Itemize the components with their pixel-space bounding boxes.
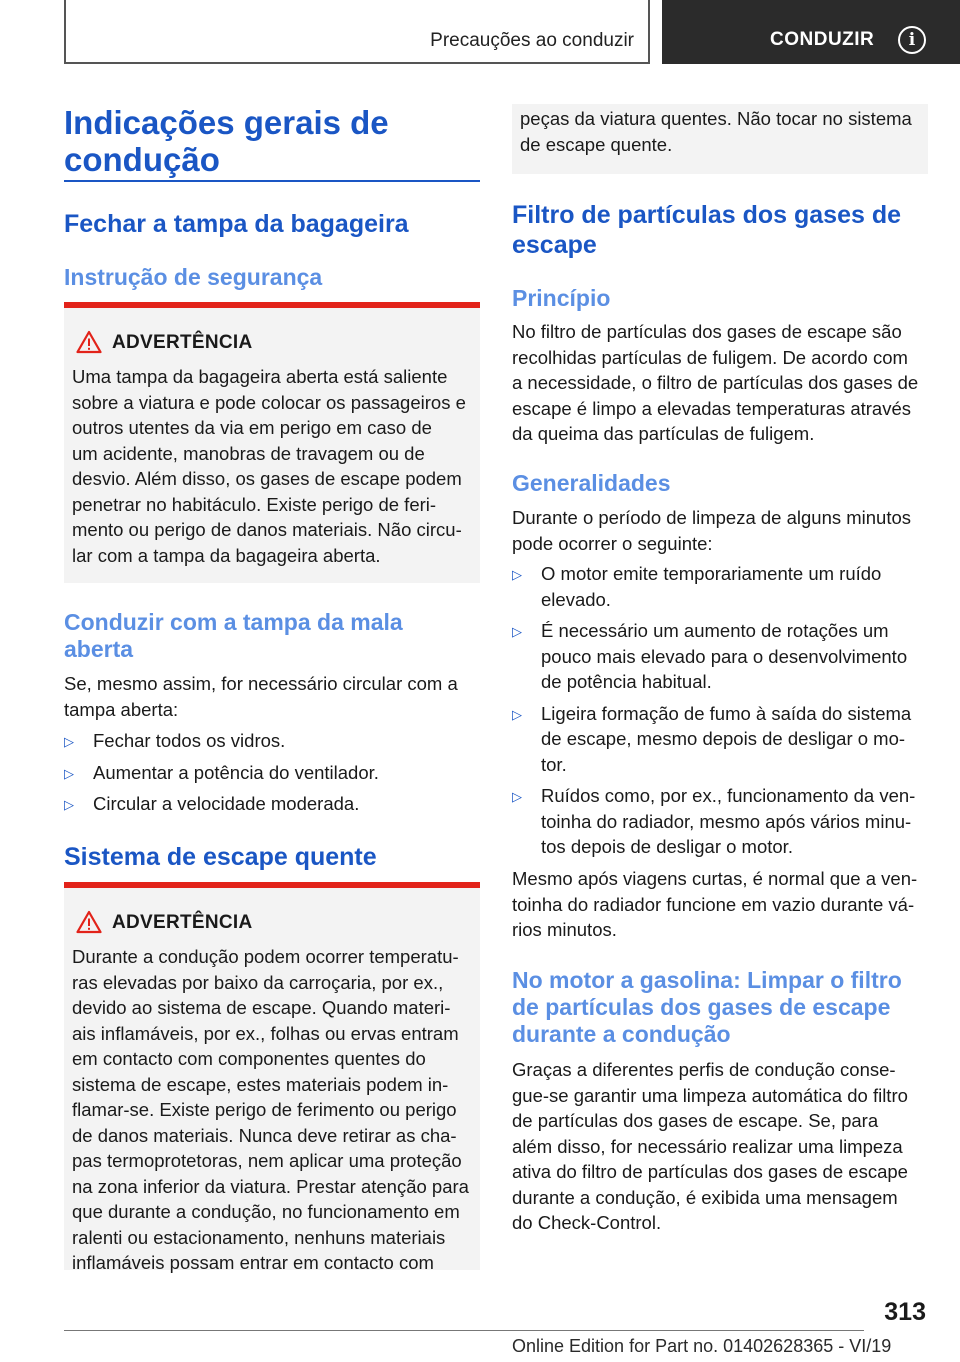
- filter-heading-line-1: Filtro de partículas dos gases de: [512, 201, 902, 229]
- safety-heading: Instrução de segurança: [64, 264, 323, 290]
- text-line: escape é limpo a elevadas temperaturas através: [512, 397, 911, 419]
- petrol-heading-line-1: No motor a gasolina: Limpar o filtro: [512, 967, 902, 993]
- list-item: ▷ Ruídos como, por ex., funcionamento da ven- toinha do radiador, mesmo após vários minu- tos depois de desligar o motor.: [512, 785, 916, 857]
- text-line: Durante a condução podem ocorrer temperatu-: [72, 946, 459, 967]
- text-line: a necessidade, o filtro de partículas dos gases de: [512, 372, 919, 393]
- text-line: ras elevadas por baixo da carroçaria, por ex.,: [72, 971, 444, 993]
- text-line: inflamáveis possam entrar em contacto com: [72, 1252, 434, 1273]
- text-line: Se, mesmo assim, for necessário circular com a: [64, 673, 458, 694]
- list-item: ▷ Ligeira formação de fumo à saída do sistema de escape, mesmo depois de desligar o mo- tor.: [512, 702, 912, 775]
- list-item: ▷ Aumentar a potência do ventilador.: [64, 760, 480, 786]
- text-line: de partículas dos gases de escape. Se, para: [512, 1110, 879, 1131]
- triangle-bullet-icon: ▷: [64, 797, 74, 812]
- trunk-heading: Fechar a tampa da bagageira: [64, 210, 409, 238]
- triangle-bullet-icon: ▷: [64, 734, 74, 749]
- footer-rule: [64, 1330, 864, 1331]
- principle-heading: Princípio: [512, 285, 611, 311]
- warning-text-continuation: [520, 106, 924, 157]
- warning-title: ADVERTÊNCIA: [112, 332, 253, 353]
- text-line: Uma tampa da bagageira aberta está saliente: [72, 366, 448, 387]
- text-line: toinha do radiador funcione em vazio durante vá-: [512, 893, 915, 915]
- text-line: do Check-Control.: [512, 1212, 662, 1233]
- text-line: devido ao sistema de escape. Quando materi-: [72, 997, 451, 1018]
- text-line: lar com a tampa da bagageira aberta.: [72, 544, 381, 566]
- open-trunk-bullet-list: [64, 728, 480, 823]
- info-icon[interactable]: i: [898, 26, 926, 54]
- warning-triangle-icon: [76, 330, 102, 354]
- text-line: um acidente, manobras de travagem ou de: [72, 442, 425, 464]
- warning-text-exhaust: [72, 944, 476, 1276]
- general-outro: [512, 866, 928, 943]
- header-section-title: Precauções ao conduzir: [430, 30, 634, 51]
- text-line: pas termoprotetoras, nem aplicar uma proteção: [72, 1150, 462, 1171]
- warning-box-exhaust: [64, 882, 480, 1273]
- main-title-line-2: condução: [64, 141, 220, 178]
- text-line: de danos materiais. Nunca deve retirar as cha-: [72, 1124, 457, 1146]
- text-line: ralenti ou estacionamento, nenhuns materiais: [72, 1226, 446, 1248]
- text-line: ativa do filtro de partículas dos gases de escape: [512, 1161, 908, 1182]
- text-line: durante a condução, é exibida uma mensagem: [512, 1186, 898, 1208]
- principle-paragraph: [512, 319, 928, 447]
- general-bullet-list: [512, 561, 928, 866]
- text-line: Mesmo após viagens curtas, é normal que a ven-: [512, 868, 918, 889]
- list-item: ▷ Circular a velocidade moderada.: [64, 791, 480, 817]
- text-line: sobre a viatura e pode colocar os passageiros e: [72, 391, 466, 413]
- header-chapter-tab[interactable]: [662, 0, 960, 64]
- text-line: da queima das partículas de fuligem.: [512, 423, 815, 444]
- list-item: ▷ É necessário um aumento de rotações um pouco mais elevado para o desenvolvimento de potência habitual.: [512, 620, 908, 692]
- text-line: pode ocorrer o seguinte:: [512, 532, 713, 554]
- text-line: tampa aberta:: [64, 698, 179, 720]
- text-line: Graças a diferentes perfis de condução conse-: [512, 1059, 896, 1080]
- petrol-heading-line-2: de partículas dos gases de escape: [512, 994, 891, 1020]
- petrol-paragraph: [512, 1057, 928, 1236]
- text-line: rios minutos.: [512, 919, 617, 940]
- text-line: Durante o período de limpeza de alguns minutos: [512, 507, 912, 528]
- text-line: que durante a condução, no funcionamento em: [72, 1201, 460, 1222]
- footer-edition: Online Edition for Part no. 01402628365 - VI/19: [512, 1336, 892, 1356]
- general-heading: Generalidades: [512, 470, 671, 496]
- list-item: ▷ O motor emite temporariamente um ruído elevado.: [512, 563, 882, 610]
- page-number: 313: [884, 1298, 926, 1326]
- text-line: desvio. Além disso, os gases de escape podem: [72, 468, 462, 489]
- text-line: peças da viatura quentes. Não tocar no sistema: [520, 108, 912, 129]
- triangle-bullet-icon: ▷: [512, 624, 522, 639]
- main-title-line-1: Indicações gerais de: [64, 104, 389, 141]
- text-line: na zona inferior da viatura. Prestar atenção para: [72, 1175, 469, 1197]
- header-section-frame: [64, 0, 650, 64]
- exhaust-heading: Sistema de escape quente: [64, 843, 377, 871]
- petrol-heading-line-3: durante a condução: [512, 1021, 731, 1047]
- text-line: recolhidas partículas de fuligem. De acordo com: [512, 346, 908, 368]
- text-line: mento ou perigo de danos materiais. Não circu-: [72, 519, 462, 540]
- header-chapter-title: CONDUZIR: [770, 29, 875, 50]
- warning-text-trunk: [72, 364, 476, 568]
- open-trunk-heading-line-1: Conduzir com a tampa da mala: [64, 609, 403, 635]
- triangle-bullet-icon: ▷: [64, 765, 74, 781]
- triangle-bullet-icon: ▷: [512, 706, 522, 722]
- filter-heading-line-2: escape: [512, 231, 597, 259]
- text-line: gue-se garantir uma limpeza automática do filtro: [512, 1084, 908, 1106]
- open-trunk-intro: [64, 671, 480, 722]
- warning-triangle-icon: [76, 910, 102, 934]
- text-line: além disso, for necessário realizar uma limpeza: [512, 1135, 903, 1157]
- text-line: flamar-se. Existe perigo de ferimento ou perigo: [72, 1099, 457, 1120]
- text-line: penetrar no habitáculo. Existe perigo de feri-: [72, 493, 437, 515]
- text-line: em contacto com componentes quentes do: [72, 1048, 426, 1069]
- general-intro: [512, 505, 928, 556]
- text-line: outros utentes da via em perigo em caso de: [72, 417, 432, 438]
- warning-box-trunk: [64, 302, 480, 583]
- text-line: de escape quente.: [520, 133, 673, 155]
- list-item: ▷ Fechar todos os vidros.: [64, 728, 480, 754]
- triangle-bullet-icon: ▷: [512, 789, 522, 804]
- triangle-bullet-icon: ▷: [512, 567, 522, 582]
- text-line: No filtro de partículas dos gases de escape são: [512, 321, 902, 342]
- open-trunk-heading-line-2: aberta: [64, 636, 134, 662]
- text-line: sistema de escape, estes materiais podem in-: [72, 1073, 449, 1095]
- main-title-rule: [64, 180, 480, 182]
- warning-box-continuation: [512, 104, 928, 174]
- warning-title: ADVERTÊNCIA: [112, 912, 253, 933]
- text-line: ais inflamáveis, por ex., folhas ou ervas entram: [72, 1022, 459, 1044]
